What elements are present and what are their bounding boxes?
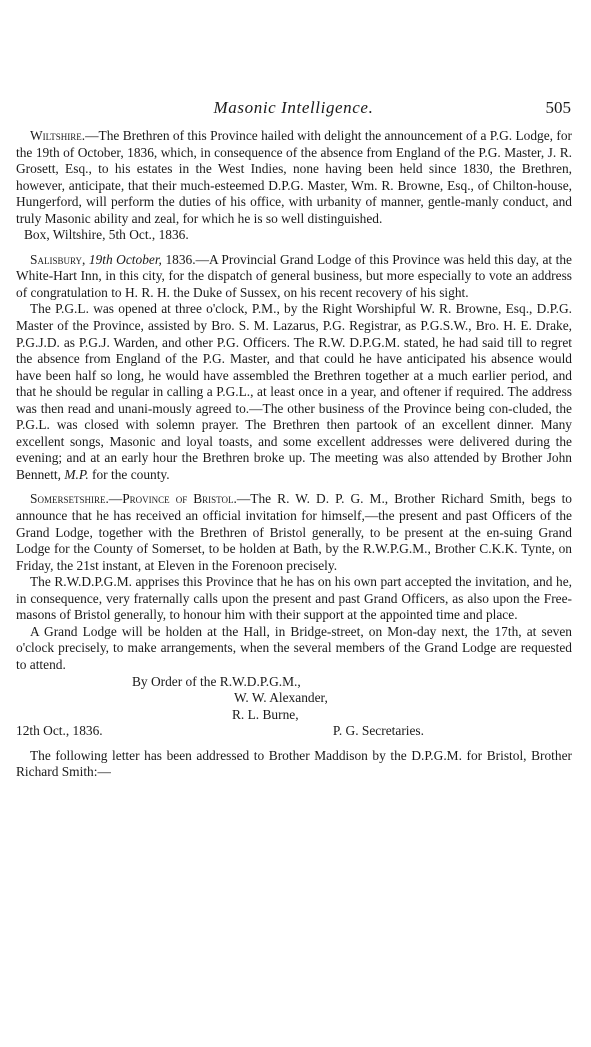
signatory-burne: R. L. Burne, <box>232 706 299 722</box>
somerset-text-1: —The R. W. D. P. G. M., Brother Richard Smith, begs to announce that he has received an official invitation for himself,—the present and past Officers of the Grand Lodge, together with the Brethren of Bristol generally, to be present at the en-suing Grand Lodge for the County of Somerset, to be holden at Bath, by the R.W.P.G.M., Brother C.K.K. Tynte, on Friday, the 21st instant, at Eleven in the Forenoon precisely. <box>16 491 572 573</box>
salisbury-text-1: 1836.—A Provincial Grand Lodge of this Province was held this day, at the White-Hart Inn, in this city, for the dispatch of general business, but more especially to vote an address of congratulation to H. R. H. the Duke of Sussex, on his recent recovery of his sight. <box>16 251 572 300</box>
salisbury-mp: M.P. <box>64 466 89 482</box>
order-line: By Order of the R.W.D.P.G.M., <box>132 673 301 689</box>
article-body <box>16 128 572 781</box>
somerset-paragraph-3: A Grand Lodge will be holden at the Hall, in Bridge-street, on Mon-day next, the 17th, at seven o'clock precisely, to make arrangements, when the several members of the Grand Lodge are requested to attend. <box>16 623 572 672</box>
salisbury-text-2-end: for the county. <box>88 466 170 482</box>
salisbury-date: 19th October, <box>88 251 162 267</box>
notice-date: 12th Oct., 1836. <box>16 723 103 739</box>
salisbury-paragraph-2 <box>16 301 572 483</box>
page-number: 505 <box>545 98 571 117</box>
somerset-paragraph-2: The R.W.D.P.G.M. apprises this Province that he has on his own part accepted the invitation, and he, in consequence, very fraternally calls upon the present and past Grand Officers, as also upon the Free-masons of Bristol generally, to honour him with their support at the appointed time and place. <box>16 574 572 623</box>
signature-date-row <box>16 723 572 740</box>
somerset-paragraph-1 <box>16 491 572 574</box>
salisbury-lead: Salisbury, <box>30 251 86 267</box>
secretaries-role: P. G. Secretaries. <box>332 723 424 739</box>
wiltshire-paragraph <box>16 128 572 227</box>
salisbury-text-2: The P.G.L. was opened at three o'clock, P.M., by the Right Worshipful W. R. Browne, Esq., D.P.G. Master of the Province, assisted by Bro. S. M. Lazarus, P.G. Registrar, as P.G.S.W., Bro. H. E. Drake, P.G.J.D. as P.G.J. Warden, and other P.G. Officers. The R.W. D.P.G.M. stated, he had said till to regret the absence from England of the P.G. Master, and that could he have anticipated his absence would have been half so long, he would have assembled the Brethren together at a much earlier period, and that he should be regular in calling a P.G.L., at least once in a year, and oftener if required. The address was then read and unani-mously agreed to.—The other business of the Province being con-cluded, the P.G.L. was closed with solemn prayer. The Brethren then partook of an excellent dinner. Many excellent songs, Masonic and loyal toasts, and some excellent addresses were delivered during the evening; and at an early hour the Brethren broke up. The meeting was also attended by Brother John Bennett, <box>16 301 572 482</box>
wiltshire-text: —The Brethren of this Province hailed with delight the announcement of a P.G. Lodge, for the 19th of October, 1836, which, in consequence of the absence from England of the P.G. Master, J. R. Grosett, Esq., to his estates in the West Indies, none having been held since 1830, the Brethren, however, anticipate, that their much-esteemed D.P.G. Master, Wm. R. Browne, Esq., of Chilton-house, Hungerford, will perform the duties of his office, with urbanity of manner, gentle-manly conduct, and truly Masonic ability and zeal, for which he is so well distinguished. <box>16 128 572 226</box>
wiltshire-lead: Wiltshire. <box>30 128 86 143</box>
salisbury-paragraph-1 <box>16 252 572 302</box>
somerset-lead: Somersetshire.—Province of Bristol. <box>30 491 237 507</box>
page-header <box>16 98 571 120</box>
running-title: Masonic Intelligence. <box>213 98 374 117</box>
signatory-alexander: W. W. Alexander, <box>234 690 328 706</box>
closing-paragraph: The following letter has been addressed to Brother Maddison by the D.P.G.M. for Bristol, Brother Richard Smith:— <box>16 747 572 780</box>
wiltshire-dateline: Box, Wiltshire, 5th Oct., 1836. <box>24 227 189 243</box>
